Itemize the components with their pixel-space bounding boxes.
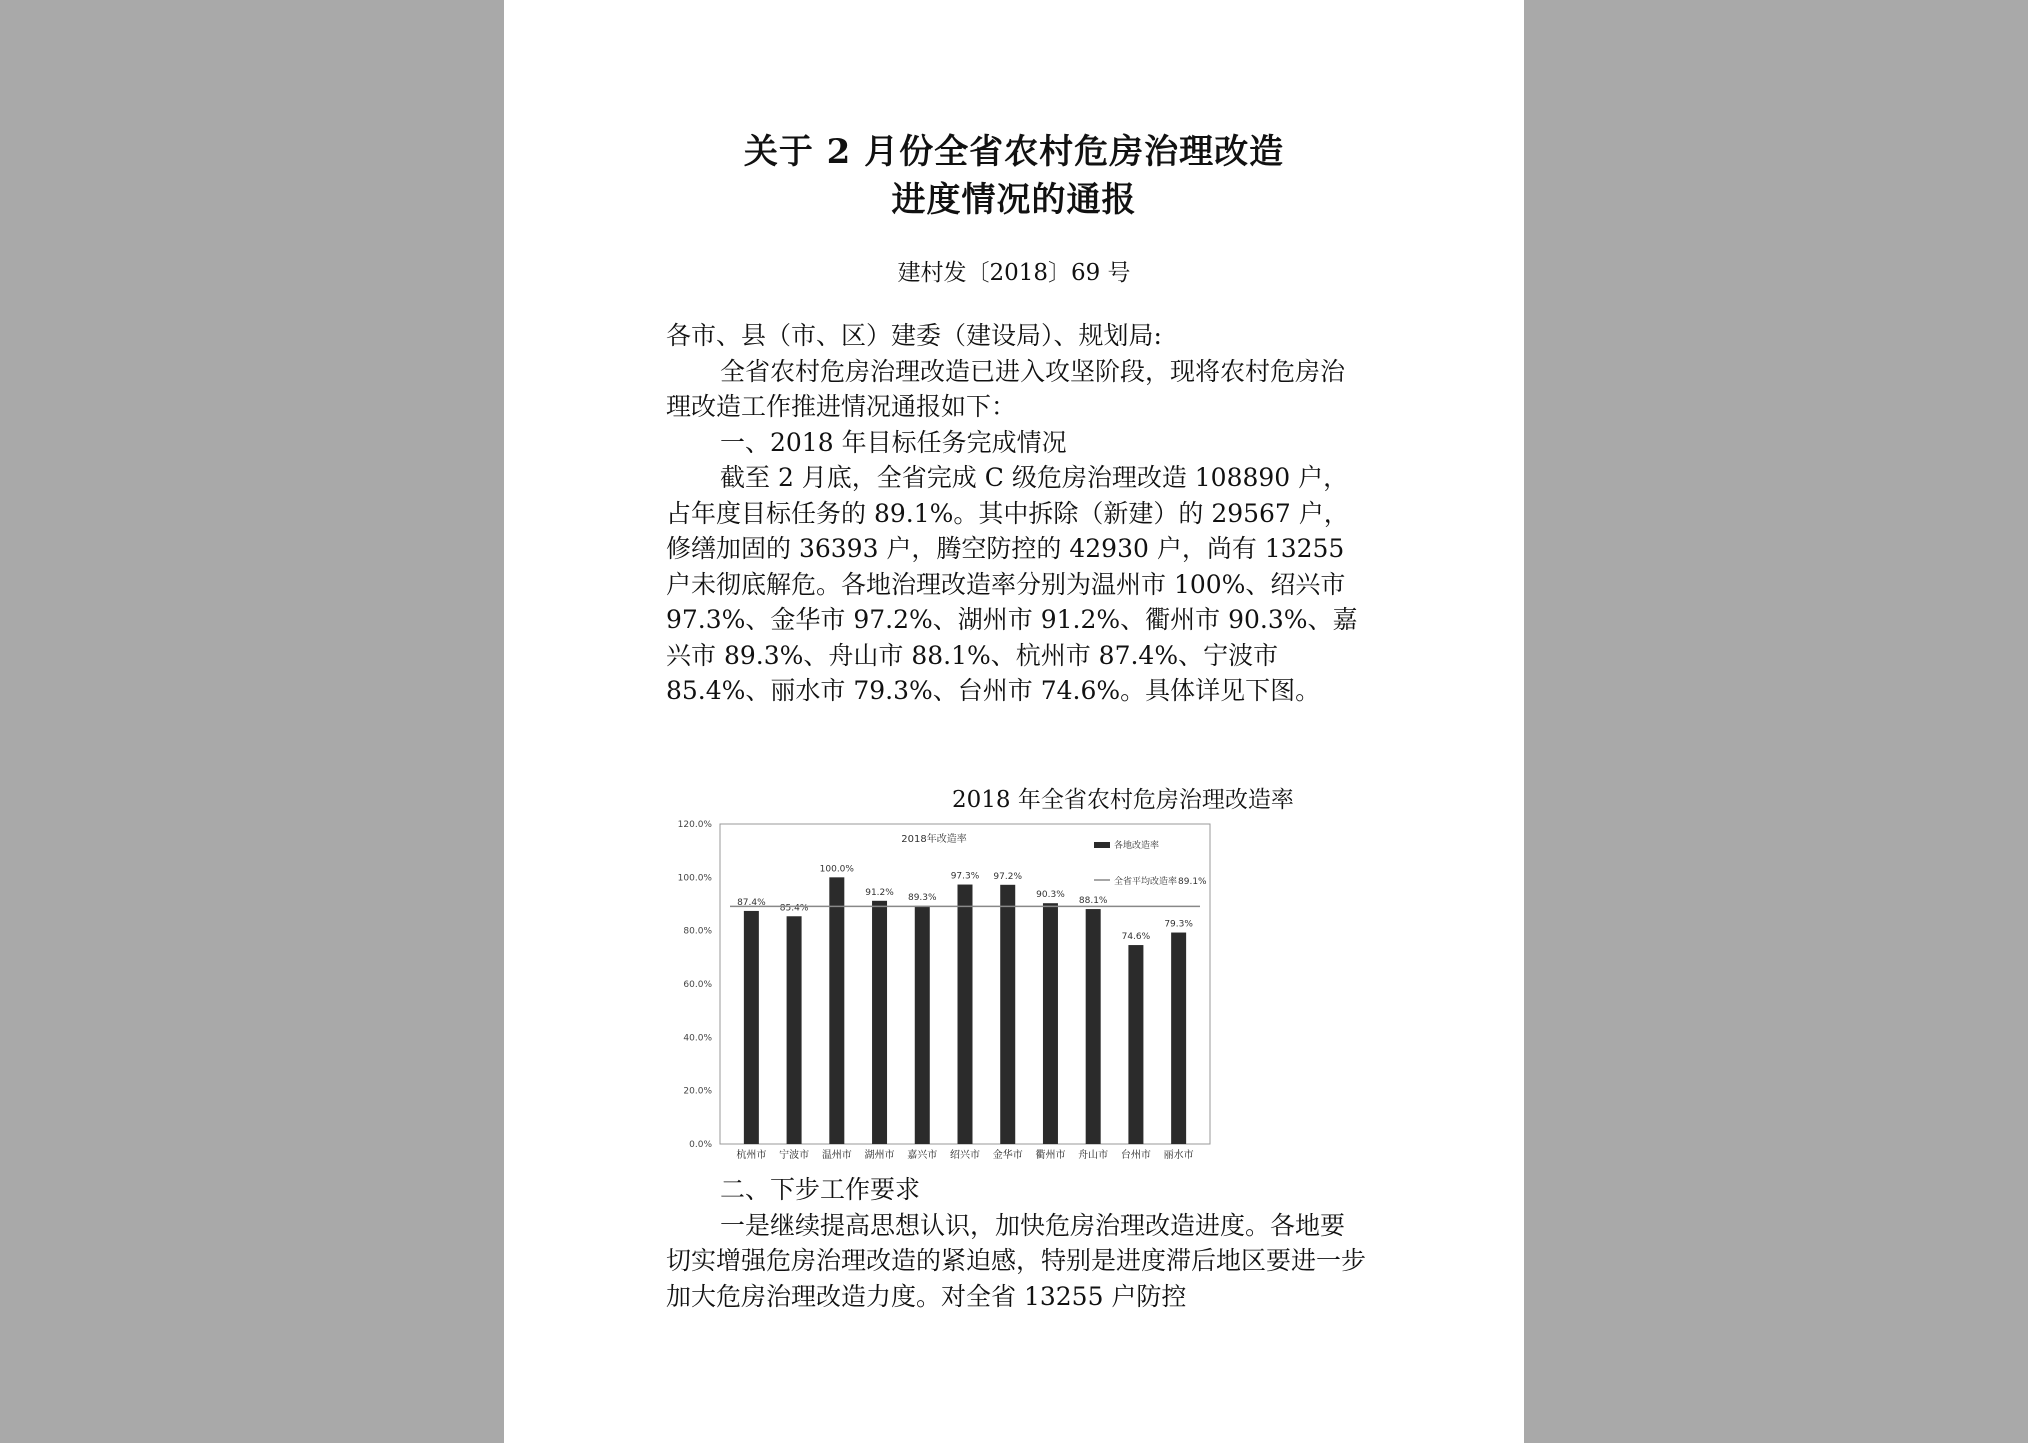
- bar-value-label: 79.3%: [1164, 919, 1193, 930]
- legend-bar-swatch: [1094, 842, 1110, 848]
- intro-paragraph: 全省农村危房治理改造已进入攻坚阶段，现将农村危房治理改造工作推进情况通报如下：: [666, 356, 1346, 421]
- x-category-label: 台州市: [1120, 1150, 1151, 1161]
- section2-heading: 二、下步工作要求: [720, 1175, 921, 1204]
- y-tick-label: 60.0%: [683, 980, 712, 990]
- bar: [872, 901, 887, 1144]
- bar: [1086, 909, 1101, 1144]
- bar: [958, 885, 973, 1144]
- document-page: [504, 0, 1524, 1443]
- y-tick-label: 80.0%: [683, 926, 712, 937]
- document-number: 建村发〔2018〕69 号: [897, 260, 1131, 286]
- x-category-label: 宁波市: [779, 1150, 810, 1161]
- bar: [1128, 945, 1143, 1144]
- bar-value-label: 90.3%: [1036, 890, 1065, 901]
- bar-value-label: 100.0%: [819, 864, 854, 875]
- bar-value-label: 74.6%: [1121, 932, 1151, 943]
- body-section-1: [666, 318, 1366, 709]
- bar: [1000, 885, 1015, 1144]
- x-category-label: 绍兴市: [950, 1150, 980, 1161]
- bar-value-label: 89.3%: [907, 892, 937, 903]
- bar-value-label: 97.3%: [950, 871, 980, 882]
- bar-value-label: 97.2%: [993, 871, 1023, 882]
- body-section-2: [666, 1172, 1366, 1314]
- y-tick-label: 100.0%: [677, 873, 712, 884]
- bar: [787, 916, 802, 1144]
- x-category-label: 湖州市: [864, 1150, 895, 1161]
- bar-value-label: 88.1%: [1078, 896, 1108, 907]
- y-tick-label: 20.0%: [683, 1086, 712, 1097]
- legend-bar-label: 各地改造率: [1114, 841, 1160, 851]
- document-title-line1: 关于 2 月份全省农村危房治理改造: [743, 132, 1285, 172]
- bar-value-label: 91.2%: [865, 887, 894, 898]
- bar: [829, 877, 844, 1144]
- legend-line-value: 89.1%: [1178, 877, 1207, 887]
- x-category-label: 丽水市: [1163, 1150, 1194, 1161]
- bar-value-label: 87.4%: [737, 897, 766, 908]
- bar: [1043, 903, 1058, 1144]
- x-category-label: 杭州市: [736, 1150, 767, 1161]
- chart-title: 2018 年全省农村危房治理改造率: [952, 787, 1294, 813]
- x-category-label: 舟山市: [1078, 1150, 1109, 1161]
- x-category-label: 温州市: [821, 1150, 852, 1161]
- x-category-label: 衢州市: [1035, 1150, 1066, 1161]
- bar-chart: [664, 814, 1224, 1169]
- bar-value-label: 85.4%: [779, 903, 809, 914]
- y-tick-label: 0.0%: [689, 1140, 712, 1150]
- bar: [915, 906, 930, 1144]
- salutation: 各市、县（市、区）建委（建设局）、规划局:: [666, 321, 1162, 350]
- x-category-label: 嘉兴市: [907, 1150, 938, 1161]
- section1-paragraph: 截至 2 月底，全省完成 C 级危房治理改造 108890 户，占年度目标任务的 89.1%。其中拆除（新建）的 29567 户，修缮加固的 36393 户，腾空防控的 42930 户，尚有 13255 户未彻底解危。各地治理改造率分别为温州市 100%、绍兴市 97.3%、金华市 97.2%、湖州市 91.2%、衢州市 90.3%、嘉兴市 89.3%、舟山市 88.1%、杭州市 87.4%、宁波市 85.4%、丽水市 79.3%、台州市 74.6%。具体详见下图。: [666, 463, 1358, 705]
- section2-paragraph: 一是继续提高思想认识，加快危房治理改造进度。各地要切实增强危房治理改造的紧迫感，特别是进度滞后地区要进一步加大危房治理改造力度。对全省 13255 户防控: [666, 1210, 1367, 1311]
- section1-heading: 一、2018 年目标任务完成情况: [720, 427, 1067, 457]
- bar: [744, 911, 759, 1144]
- y-tick-label: 120.0%: [677, 820, 712, 830]
- legend-line-label: 全省平均改造率: [1114, 877, 1178, 887]
- bar: [1171, 933, 1186, 1144]
- x-category-label: 金华市: [992, 1150, 1023, 1161]
- chart-inner-title: 2018年改造率: [901, 834, 967, 845]
- y-tick-label: 40.0%: [683, 1033, 712, 1044]
- document-title-line2: 进度情况的通报: [891, 180, 1137, 220]
